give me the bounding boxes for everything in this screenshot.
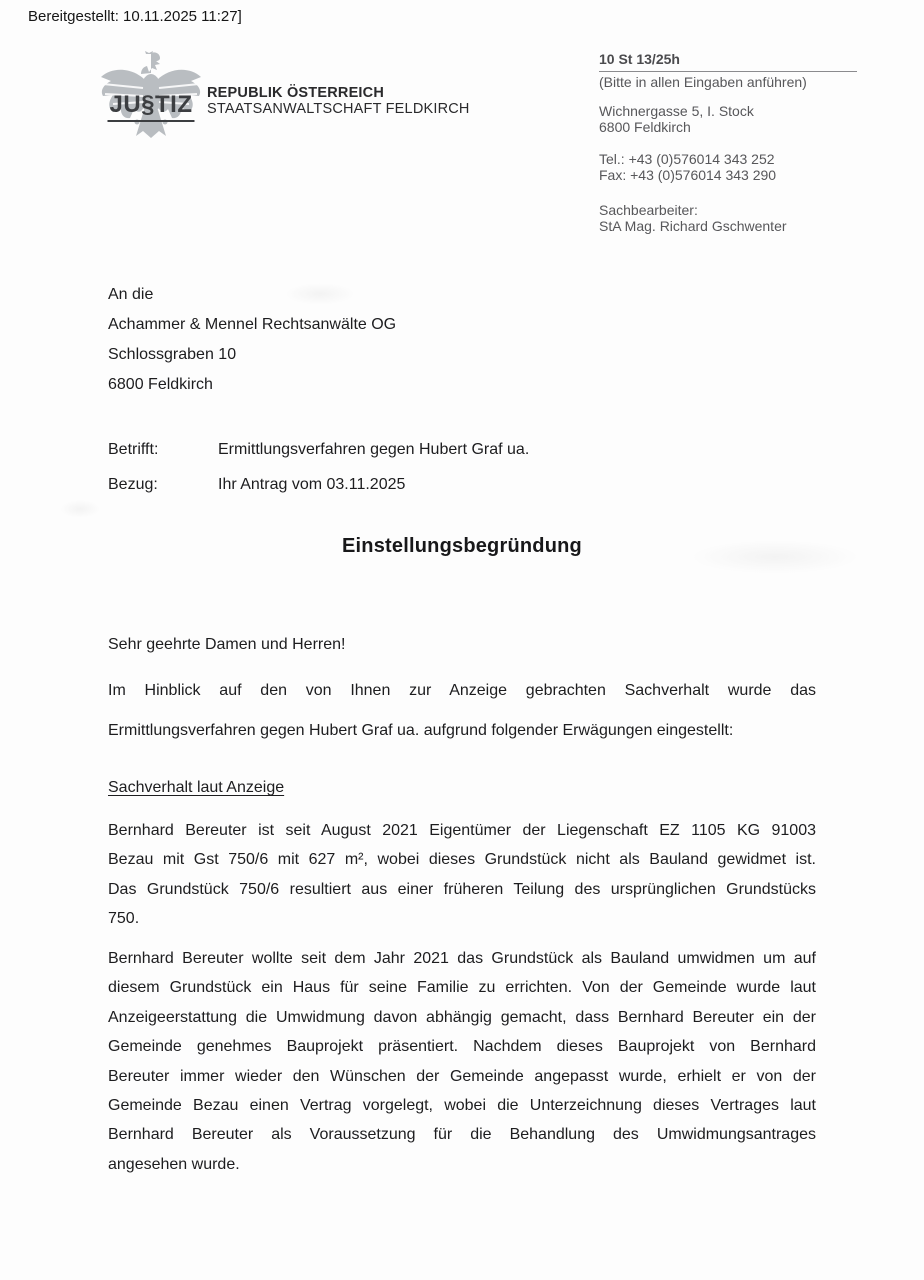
text-line: Bernhard Bereuter wollte seit dem Jahr 2021 das Grundstück als Bauland umwidmen um auf <box>108 950 816 967</box>
office-address-line1: Wichnergasse 5, I. Stock <box>599 103 754 119</box>
text-line: Schlossgraben 10 <box>108 346 237 363</box>
text-line: Anzeigeerstattung die Umwidmung davon abhängig gemacht, dass Bernhard Bereuter ein der <box>108 1008 816 1026</box>
prosecution-office-line: STAATSANWALTSCHAFT FELDKIRCH <box>207 101 470 117</box>
text-line: Gemeinde genehmes Bauprojekt präsentiert. Nachdem dieses Bauprojekt von Bernhard <box>108 1038 816 1056</box>
provided-timestamp: Bereitgestellt: 10.11.2025 11:27] <box>28 8 242 25</box>
clerk-name: StA Mag. Richard Gschwenter <box>599 217 787 234</box>
bezug-text: Ihr Antrag vom 03.11.2025 <box>218 476 406 493</box>
case-number-note: (Bitte in allen Eingaben anführen) <box>599 73 807 90</box>
facts-paragraph-2 <box>108 944 816 1179</box>
text-line: Ermittlungsverfahren gegen Hubert Graf ua. aufgrund folgender Erwägungen eingestellt: <box>108 722 734 739</box>
text-line: Bernhard Bereuter ist seit August 2021 Eigentümer der Liegenschaft EZ 1105 KG 91003 <box>108 822 816 839</box>
case-number: 10 St 13/25h <box>599 52 857 72</box>
text-line: Achammer & Mennel Rechtsanwälte OG <box>108 316 397 333</box>
phone-line: Tel.: +43 (0)576014 343 252 <box>599 151 775 167</box>
text-line: Bernhard Bereuter als Voraussetzung für die Behandlung des Umwidmungsantrages <box>108 1126 816 1144</box>
facts-paragraph-1 <box>108 816 816 934</box>
reference-column <box>599 52 857 234</box>
fax-line: Fax: +43 (0)576014 343 290 <box>599 166 777 183</box>
text-line: 750. <box>108 910 140 928</box>
reference-row <box>108 476 818 494</box>
justiz-logo-text: JU§TIZ <box>107 91 194 122</box>
text-line: Gemeinde Bezau einen Vertrag vorgelegt, wobei die Unterzeichnung dieses Vertrages laut <box>108 1097 816 1115</box>
intro-paragraph <box>108 671 816 751</box>
scan-artifact <box>60 500 100 518</box>
subject-row <box>108 441 818 459</box>
justiz-logo <box>95 50 207 144</box>
authority-header <box>207 85 470 117</box>
text-line: diesem Grundstück ein Haus für seine Familie zu errichten. Von der Gemeinde wurde laut <box>108 979 816 997</box>
clerk-label: Sachbearbeiter: <box>599 202 698 218</box>
republic-line: REPUBLIK ÖSTERREICH <box>207 85 385 101</box>
salutation: Sehr geehrte Damen und Herren! <box>108 636 346 653</box>
betrifft-label: Betrifft: <box>108 441 159 458</box>
section-heading: Sachverhalt laut Anzeige <box>108 779 285 796</box>
betrifft-text: Ermittlungsverfahren gegen Hubert Graf ua. <box>218 441 530 458</box>
recipient-address <box>108 280 396 400</box>
text-line: Im Hinblick auf den von Ihnen zur Anzeige gebrachten Sachverhalt wurde das <box>108 682 816 699</box>
text-line: angesehen wurde. <box>108 1155 240 1173</box>
text-line: Das Grundstück 750/6 resultiert aus einer früheren Teilung des ursprünglichen Grundstücks <box>108 880 816 898</box>
text-line: Bereuter immer wieder den Wünschen der Gemeinde angepasst wurde, erhielt er von der <box>108 1067 816 1085</box>
document-title: Einstellungsbegründung <box>342 535 582 557</box>
text-line: An die <box>108 286 154 303</box>
text-line: Bezau mit Gst 750/6 mit 627 m², wobei dieses Grundstück nicht als Bauland gewidmet ist. <box>108 851 816 869</box>
office-address-line2: 6800 Feldkirch <box>599 118 691 135</box>
bezug-label: Bezug: <box>108 476 158 493</box>
text-line: 6800 Feldkirch <box>108 376 213 393</box>
